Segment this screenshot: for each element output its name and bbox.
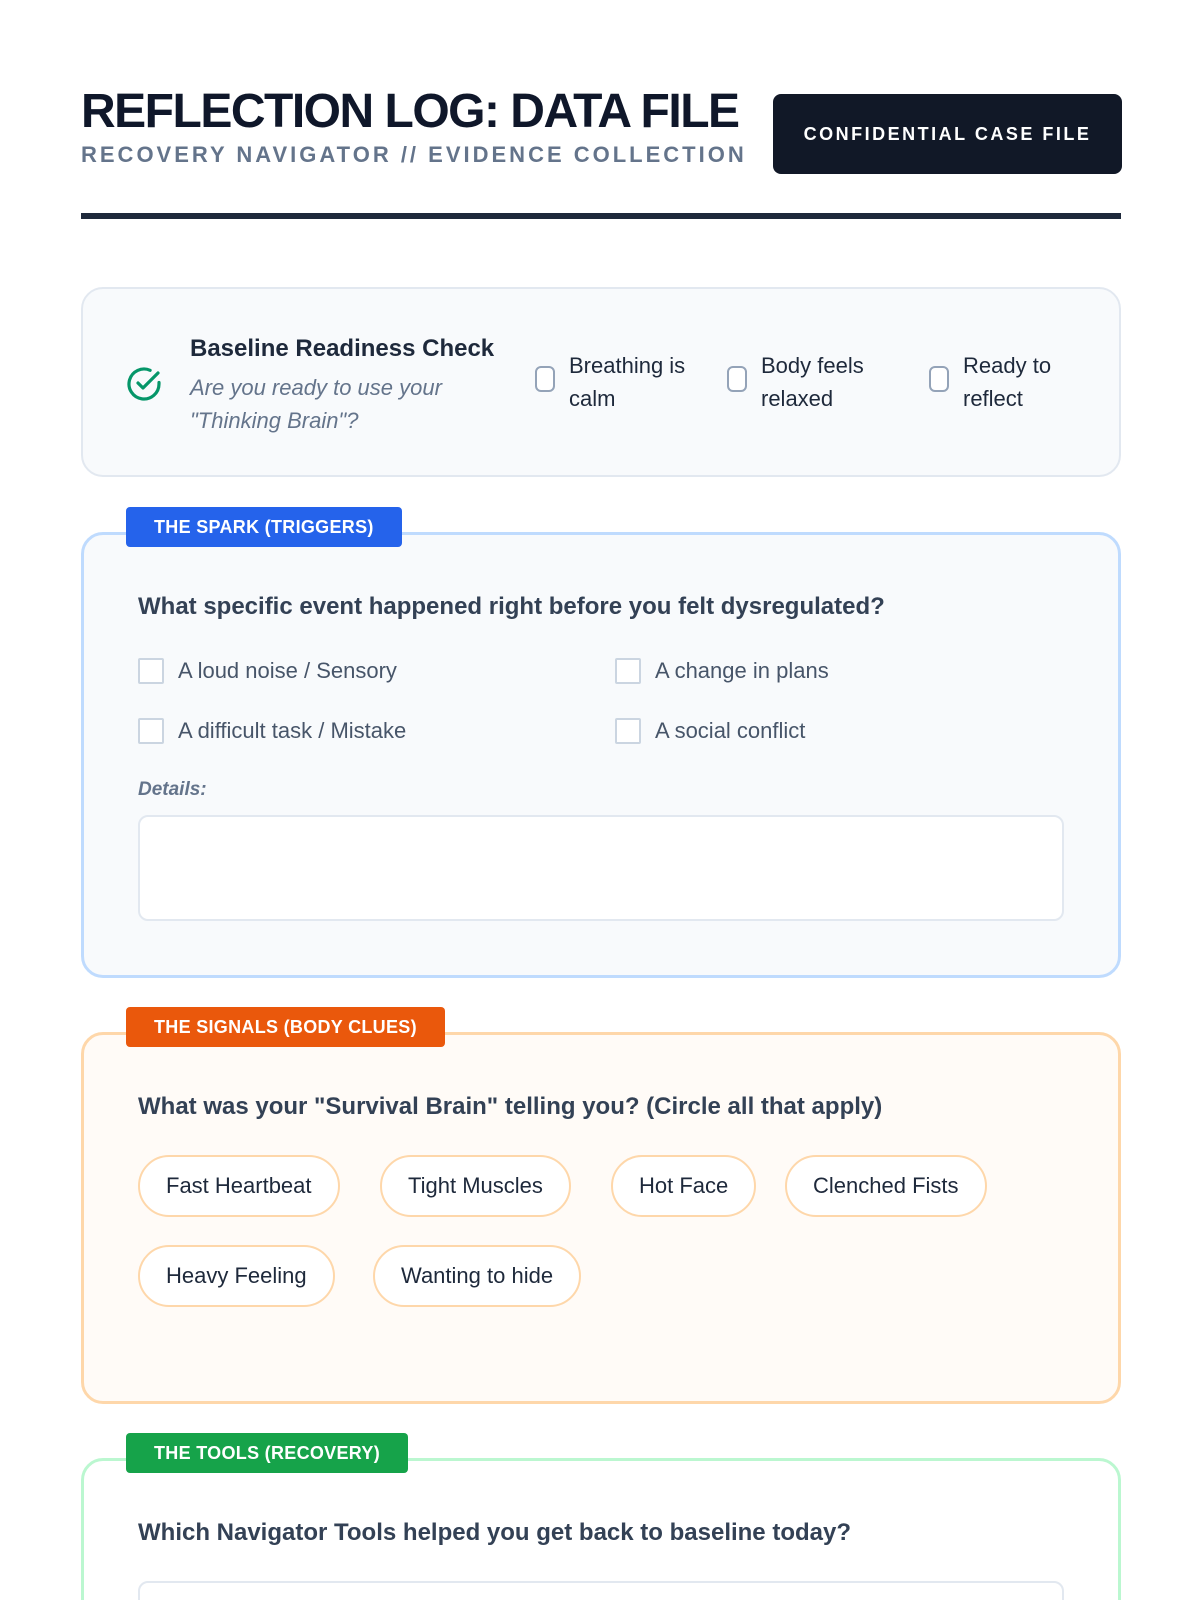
chip-heavy-feeling[interactable]: Heavy Feeling (138, 1245, 335, 1307)
tools-section (81, 1442, 1121, 1600)
readiness-option-label: Ready to reflect (963, 353, 1052, 411)
readiness-option-label: Body feels relaxed (761, 353, 864, 411)
chip-fast-heartbeat[interactable]: Fast Heartbeat (138, 1155, 340, 1217)
spark-section (81, 516, 1121, 978)
signals-tag: THE SIGNALS (BODY CLUES) (126, 1007, 445, 1047)
readiness-card (81, 287, 1121, 477)
chip-tight-muscles[interactable]: Tight Muscles (380, 1155, 571, 1217)
chip-wanting-to-hide[interactable]: Wanting to hide (373, 1245, 581, 1307)
header-divider (81, 213, 1121, 219)
trigger-checkbox[interactable] (138, 718, 164, 744)
tools-tag: THE TOOLS (RECOVERY) (126, 1433, 408, 1473)
page-subtitle: RECOVERY NAVIGATOR // EVIDENCE COLLECTION (81, 142, 747, 167)
readiness-checkbox[interactable] (727, 366, 747, 392)
trigger-option-label: A difficult task / Mistake (178, 718, 407, 743)
tools-question: Which Navigator Tools helped you get back to baseline today? (138, 1519, 851, 1546)
readiness-option-body[interactable] (727, 349, 901, 415)
readiness-option-label: Breathing is calm (569, 353, 686, 411)
signals-section (81, 1016, 1121, 1404)
readiness-checkbox[interactable] (535, 366, 555, 392)
chip-clenched-fists[interactable]: Clenched Fists (785, 1155, 987, 1217)
trigger-option-social-conflict[interactable] (615, 718, 805, 744)
details-label: Details: (138, 779, 207, 800)
trigger-option-change-plans[interactable] (615, 658, 829, 684)
trigger-option-label: A change in plans (655, 658, 829, 683)
trigger-option-difficult-task[interactable] (138, 718, 406, 744)
check-circle-icon (125, 365, 163, 403)
trigger-checkbox[interactable] (615, 658, 641, 684)
readiness-option-reflect[interactable] (929, 349, 1103, 415)
trigger-checkbox[interactable] (615, 718, 641, 744)
trigger-option-label: A loud noise / Sensory (178, 658, 397, 683)
spark-tag: THE SPARK (TRIGGERS) (126, 507, 402, 547)
page-header (81, 80, 1121, 220)
page-title: REFLECTION LOG: DATA FILE (81, 85, 739, 138)
details-textarea[interactable] (138, 815, 1064, 921)
chip-hot-face[interactable]: Hot Face (611, 1155, 756, 1217)
readiness-option-breathing[interactable] (535, 349, 709, 415)
trigger-option-loud-noise[interactable] (138, 658, 397, 684)
readiness-subtitle: Are you ready to use your "Thinking Brain"? (190, 375, 442, 433)
signals-question: What was your "Survival Brain" telling you? (Circle all that apply) (138, 1093, 883, 1120)
tools-input[interactable] (138, 1581, 1064, 1600)
readiness-checkbox[interactable] (929, 366, 949, 392)
trigger-checkbox[interactable] (138, 658, 164, 684)
confidential-badge: CONFIDENTIAL CASE FILE (773, 94, 1122, 174)
trigger-option-label: A social conflict (655, 718, 806, 743)
readiness-title: Baseline Readiness Check (190, 335, 495, 362)
spark-question: What specific event happened right before you felt dysregulated? (138, 593, 885, 620)
